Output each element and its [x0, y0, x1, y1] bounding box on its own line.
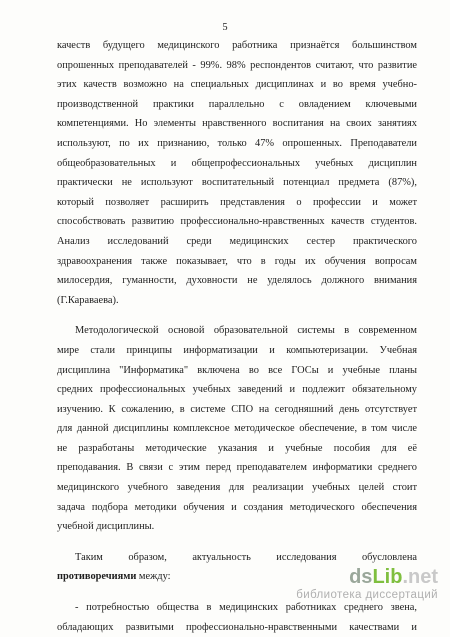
text-line: этих качеств возможно на специальных дисциплинах и во время учебно- — [57, 79, 417, 91]
watermark — [258, 566, 438, 601]
text-line: мире стали принципы информатизации и компьютеризации. Учебная — [57, 344, 417, 356]
text-line: Анализ исследований среди медицинских сестер практического — [57, 235, 417, 247]
text-line: практически не используют воспитательный потенциал предмета (87%), — [57, 177, 417, 189]
text-line: способствовать развитию профессионально-нравственных качеств студентов. — [57, 216, 417, 228]
text-line: производственной практики параллельно с овладением ключевыми — [57, 98, 417, 110]
text-line: опрошенных преподавателей - 99%. 98% респондентов считают, что развитие — [57, 59, 417, 71]
text-line: задача подбора методики обучения и создания методического обеспечения — [57, 501, 417, 513]
text-line: для данной дисциплины комплексное методическое обеспечение, в том числе — [57, 423, 417, 435]
text-line: (Г.Караваева). — [57, 294, 119, 306]
text-line: медицинского учебного заведения для реализации учебных целей стоит — [57, 482, 417, 494]
text-line: который позволяет расширить представления о профессии и может — [57, 196, 417, 208]
page-number: 5 — [222, 22, 228, 33]
text-line: дисциплина "Информатика" включена во все ГОСы и учебные планы — [57, 364, 417, 376]
bold-term: противоречиями — [57, 571, 137, 583]
text-line: преподавания. В связи с этим перед преподавателем информатики среднего — [57, 462, 417, 474]
text-line: изучению. К сожалению, в системе СПО на сегодняшний день отсутствует — [57, 403, 417, 415]
text-line: используют, по их признанию, только 47% опрошенных. Преподаватели — [57, 137, 417, 149]
body-text — [57, 36, 417, 637]
text-line: милосердия, гуманности, духовности не уделялось должного внимания — [57, 275, 417, 287]
text-line: качеств будущего медицинского работника признаётся большинством — [57, 40, 417, 51]
watermark-logo: dsLib.net — [349, 566, 438, 588]
text-line: здравоохранения также показывает, что в годы их обучения вопросам — [57, 255, 417, 267]
watermark-subtitle: библиотека диссертаций — [296, 589, 438, 601]
text-line-indent: - потребностью общества в медицинских работниках среднего звена, — [75, 602, 417, 614]
text-line: компетенциями. Но элементы нравственного воспитания на своих занятиях — [57, 118, 417, 130]
text-line: средних профессиональных учебных заведений и подлежит обязательному — [57, 384, 417, 396]
text-line-indent: Таким образом, актуальность исследования обусловлена — [75, 551, 417, 563]
text-line: обладающих развитыми профессионально-нравственными качествами и — [57, 621, 417, 633]
text-line: не разработаны методические указания и учебные пособия для её — [57, 442, 417, 454]
text-line-indent: Методологической основой образовательной системы в современном — [75, 325, 417, 337]
text-line: общеобразовательных и общепрофессиональных учебных дисциплин — [57, 157, 417, 169]
text-fragment: между: — [136, 571, 171, 583]
text-line: учебной дисциплины. — [57, 521, 155, 533]
